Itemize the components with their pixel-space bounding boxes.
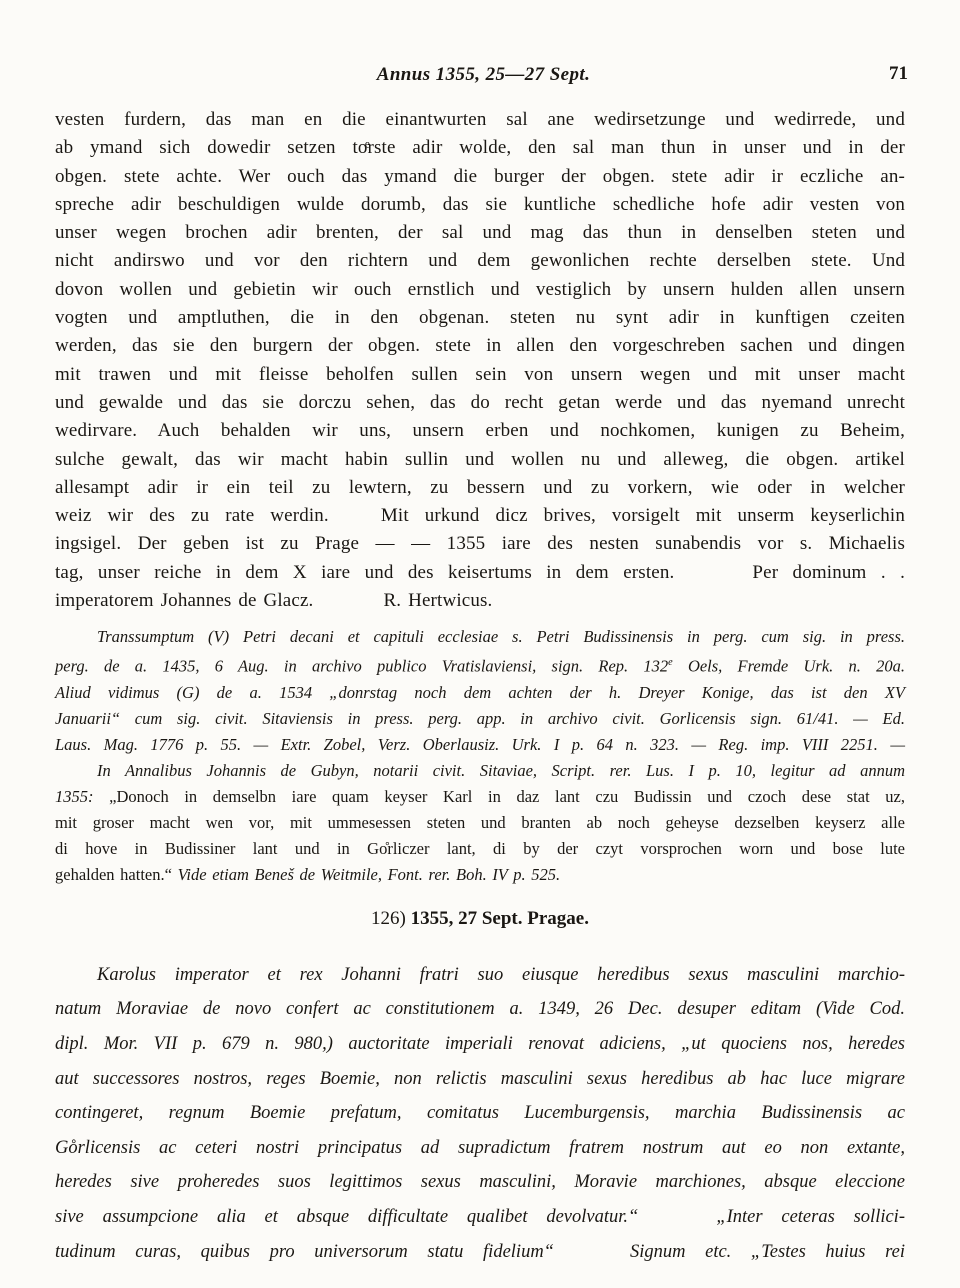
text-run: sive assumpcione alia et absque difficultate qualibet devolvatur.“ — [55, 1207, 639, 1227]
text-line — [55, 1131, 905, 1166]
text-run: imperatorem Johannes de Glacz. — [55, 590, 314, 612]
text-run: ingsigel. Der geben ist zu Prage — — 1355 iare des nesten sunabendis vor s. Michaelis — [55, 533, 905, 555]
text-run: Mit urkund dicz brives, vorsigelt mit unserm keyserlichin — [380, 505, 905, 527]
text-run: Transsumptum (V) Petri decani et capituli ecclesiae s. Petri Budissinensis in perg. cum sig. in press. — [97, 627, 905, 647]
text-run: ab ymand sich dowedir setzen toͤrste adir wolde, den sal man thun in unser und in der — [55, 137, 905, 159]
text-line — [55, 706, 905, 732]
text-line — [55, 784, 905, 810]
text-run: natum Moraviae de novo confert ac constitutionem a. 1349, 26 Dec. desuper editam (Vide Cod. — [55, 999, 905, 1020]
text-run: 1355: — [55, 786, 110, 806]
text-run: weiz wir des zu rate werdin. — [55, 505, 329, 527]
text-line — [55, 304, 905, 332]
text-line — [55, 417, 905, 445]
text-line — [55, 219, 905, 247]
latin-summary-block — [55, 958, 905, 1269]
text-run: vesten furdern, das man en die einantwurten sal ane wedirsetzunge und wedirrede, und — [55, 109, 905, 130]
text-line — [55, 1200, 905, 1235]
text-run: tag, unser reiche in dem X iare und des keisertums in dem ersten. — [55, 561, 675, 583]
text-line — [55, 732, 905, 758]
text-line — [55, 163, 905, 191]
text-line — [55, 958, 905, 993]
text-column — [55, 106, 905, 1269]
text-run: di hove in Budissiner lant und in Go̊rliczer lant, di by der czyt vorsprochen worn und bose lute — [55, 838, 905, 858]
text-run: e — [668, 657, 673, 669]
text-run: mit groser macht wen vor, mit ummesessen steten und branten ab noch geheyse dezselben keyserz alle — [55, 812, 905, 832]
entry-heading — [55, 904, 905, 934]
text-run: perg. de a. 1435, 6 Aug. in archivo publico Vratislaviensi, sign. Rep. 132 — [55, 656, 669, 676]
text-run: spreche adir beschuldigen wulde dorumb, das sie kuntliche schedliche hofe adir vesten von — [55, 193, 905, 215]
text-run: und gewalde und das sie dorczu sehen, das do recht getan werde und das nyemand unrecht — [55, 391, 905, 413]
text-run: Karolus imperator et rex Johanni fratri suo eiusque heredibus sexus masculini marchio- — [97, 964, 905, 985]
text-line — [55, 502, 905, 530]
text-line — [55, 992, 905, 1027]
text-line — [55, 134, 905, 162]
text-run: aut successores nostros, reges Boemie, non relictis masculini sexus heredibus ab hac luce migrare — [55, 1068, 905, 1089]
text-run: wedirvare. Auch behalden wir uns, unsern erben und nochkomen, kunigen zu Beheim, — [55, 420, 905, 442]
text-run: mit trawen und mit fleisse beholfen sullen sein von unsern wegen und mit unser macht — [55, 363, 905, 385]
text-run: obgen. stete achte. Wer ouch das ymand die burger der obgen. stete adir ir eczliche an- — [55, 165, 905, 187]
text-run: gehalden hatten.“ — [55, 864, 178, 884]
text-run: „Donoch in demselbn iare quam keyser Karl in daz lant czu Budissin und czoch dese stat uz, — [109, 786, 906, 806]
text-line — [55, 276, 905, 304]
text-line — [55, 1027, 905, 1062]
text-line — [55, 559, 905, 587]
page-number: 71 — [889, 63, 908, 84]
text-line — [55, 650, 905, 680]
text-run: R. Hertwicus. — [383, 590, 493, 612]
text-run: Per dominum . . — [752, 561, 905, 583]
text-run: dovon wollen und gebietin wir ouch ernstlich und vestiglich by unsern hulden allen unsern — [55, 278, 905, 300]
text-run: allesampt adir ir ein teil zu lewtern, zu bessern und zu vorkern, wie oder in welcher — [55, 476, 905, 498]
text-line — [55, 862, 905, 888]
text-run: Vide etiam Beneš de Weitmile, Font. rer. Boh. IV p. 525. — [177, 864, 561, 884]
text-run: dipl. Mor. VII p. 679 n. 980,) auctoritate imperiali renovat adiciens, „ut quociens nos, heredes — [55, 1034, 905, 1055]
text-run: sulche gewalt, das wir macht habin sullin und wollen nu und alleweg, die obgen. artikel — [55, 448, 905, 470]
text-line — [55, 332, 905, 360]
page-header — [55, 64, 912, 90]
text-line — [55, 587, 905, 615]
text-line — [55, 904, 905, 934]
text-run: 1355, 27 Sept. Pragae. — [410, 907, 589, 929]
text-line — [55, 1235, 905, 1270]
text-line — [55, 446, 905, 474]
charter-text-block — [55, 106, 905, 615]
text-run: werden, das sie den burgern der obgen. stete in allen den vorgeschreben sachen und dingen — [55, 335, 905, 357]
text-run: Laus. Mag. 1776 p. 55. — Extr. Zobel, Verz. Oberlausiz. Urk. I p. 64 n. 323. — Reg. imp. VIII 2251. — — [55, 734, 905, 754]
text-line — [55, 1165, 905, 1200]
text-run: unser wegen brochen adir brenten, der sal und mag das thun in denselben steten und — [55, 222, 905, 244]
text-line — [55, 1096, 905, 1131]
text-line — [55, 474, 905, 502]
text-run: tudinum curas, quibus pro universorum statu fidelium“ — [55, 1241, 554, 1262]
text-run: Januarii“ cum sig. civit. Sitaviensis in press. perg. app. in archivo civit. Gorlicensis sign. 61/41. — Ed. — [55, 708, 905, 728]
text-line — [55, 1062, 905, 1097]
text-run: 126) — [371, 907, 411, 929]
text-run: Go̊rlicensis ac ceteri nostri principatus ad supradictum fratrem nostrum aut eo non extante, — [55, 1137, 905, 1158]
text-run: Oels, Fremde Urk. n. 20a. — [672, 656, 905, 676]
text-run: nicht andirswo und vor den richtern und dem gewonlichen rechte derselben stete. Und — [55, 250, 905, 272]
text-run: Aliud vidimus (G) de a. 1534 „donrstag noch dem achten der h. Dreyer Konige, das ist den XV — [55, 682, 905, 702]
text-line — [55, 680, 905, 706]
text-run: „Inter ceteras sollici- — [716, 1207, 905, 1227]
source-notes-block — [55, 624, 905, 888]
text-run: In Annalibus Johannis de Gubyn, notarii civit. Sitaviae, Script. rer. Lus. I p. 10, legitur ad annum — [97, 760, 905, 780]
text-run: contingeret, regnum Boemie prefatum, comitatus Lucemburgensis, marchia Budissinensis ac — [55, 1103, 905, 1124]
text-line — [55, 361, 905, 389]
text-line — [55, 530, 905, 558]
text-line — [55, 191, 905, 219]
text-line — [55, 389, 905, 417]
text-line — [55, 106, 905, 134]
text-line — [55, 624, 905, 650]
running-title: Annus 1355, 25—27 Sept. — [376, 64, 591, 85]
text-run: heredes sive proheredes suos legittimos sexus masculini, Moravie marchiones, absque eleccione — [55, 1172, 905, 1193]
text-line — [55, 247, 905, 275]
text-line — [55, 758, 905, 784]
text-run: vogten und amptluthen, die in den obgenan. steten nu synt adir in kunftigen czeiten — [55, 307, 905, 329]
text-run: Signum etc. „Testes huius rei — [629, 1241, 905, 1262]
text-line — [55, 810, 905, 836]
text-line — [55, 836, 905, 862]
